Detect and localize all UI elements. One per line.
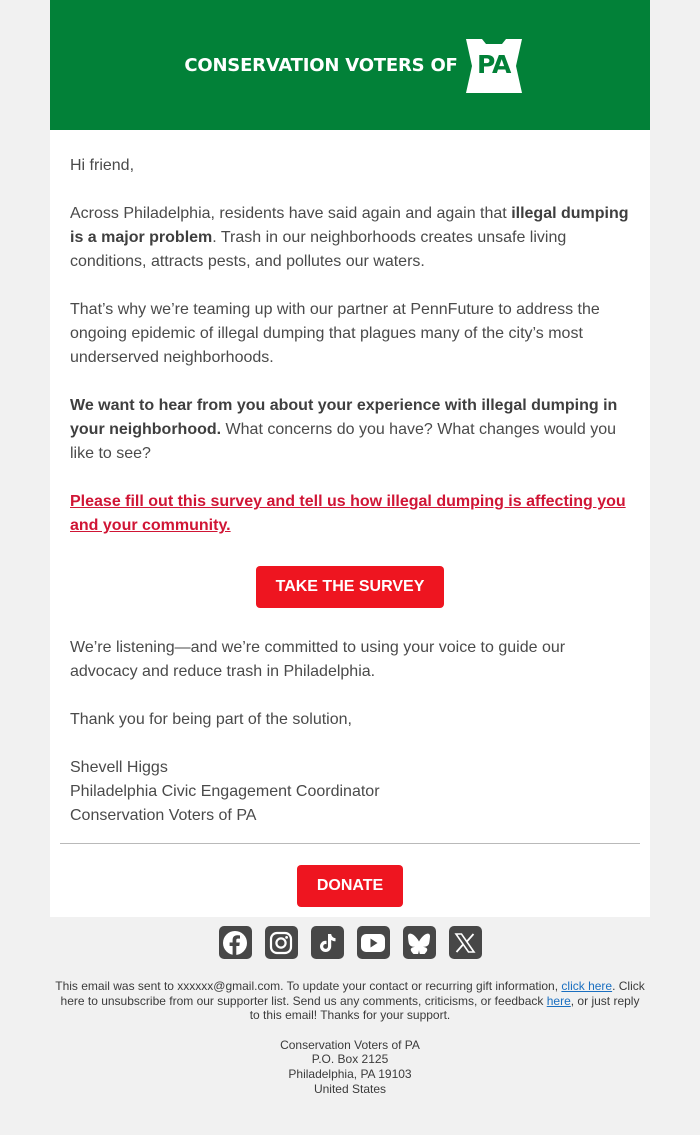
take-survey-button[interactable]: TAKE THE SURVEY (256, 566, 444, 608)
x-icon[interactable] (449, 926, 482, 959)
paragraph-listening: We’re listening—and we’re committed to using your voice to guide our advocacy and reduce trash in Philadelphia. (70, 639, 566, 680)
youtube-icon[interactable] (357, 926, 390, 959)
greeting: Hi friend, (70, 157, 135, 174)
address-po-box: P.O. Box 2125 (311, 1052, 389, 1067)
paragraph-ask: We want to hear from you about your experience with illegal dumping in your neighborhood. What concerns do you have? What changes would you like to see? (70, 397, 618, 462)
address-city: Philadelphia, PA 19103 (288, 1066, 412, 1081)
divider (60, 843, 640, 844)
address-country: United States (313, 1081, 387, 1096)
address-org: Conservation Voters of PA (280, 1037, 420, 1052)
thanks-line: Thank you for being part of the solution, (70, 711, 352, 728)
social-links (0, 926, 700, 959)
signature-name: Shevell Higgs (70, 759, 168, 776)
email-footer (55, 979, 645, 1096)
signature-org: Conservation Voters of PA (70, 807, 257, 824)
facebook-icon[interactable] (219, 926, 252, 959)
brand-name: CONSERVATION VOTERS OF (184, 54, 458, 76)
bluesky-icon[interactable] (403, 926, 436, 959)
signature (70, 756, 630, 828)
brand-logo[interactable] (184, 38, 523, 93)
paragraph-partner: That’s why we’re teaming up with our partner at PennFuture to address the ongoing epidemic of illegal dumping that plagues many of the city’s most underserved neighborhoods. (70, 301, 600, 366)
email-container (50, 0, 650, 917)
keystone-icon (464, 39, 524, 93)
paragraph-intro: Across Philadelphia, residents have said again and again that illegal dumping is a major problem. Trash in our neighborhoods creates unsafe living conditions, attracts pests, and pollutes our waters. (70, 205, 629, 270)
feedback-link[interactable]: here (546, 993, 571, 1008)
signature-title: Philadelphia Civic Engagement Coordinator (70, 783, 380, 800)
tiktok-icon[interactable] (311, 926, 344, 959)
donate-button[interactable]: DONATE (297, 865, 403, 907)
email-header (50, 0, 650, 130)
mailing-address (55, 1038, 645, 1096)
instagram-icon[interactable] (265, 926, 298, 959)
update-contact-link[interactable]: click here (561, 979, 613, 993)
brand-state: PA (476, 49, 511, 79)
email-body (50, 130, 650, 917)
footer-notice: This email was sent to xxxxxx@gmail.com. To update your contact or recurring gift information, click here. Click here to unsubscribe from our supporter list. Send us any comments, criticisms, or feedback here, or just reply to this email! Thanks for your support. (55, 979, 645, 1023)
survey-link[interactable]: Please fill out this survey and tell us how illegal dumping is affecting you and your community. (70, 493, 626, 534)
